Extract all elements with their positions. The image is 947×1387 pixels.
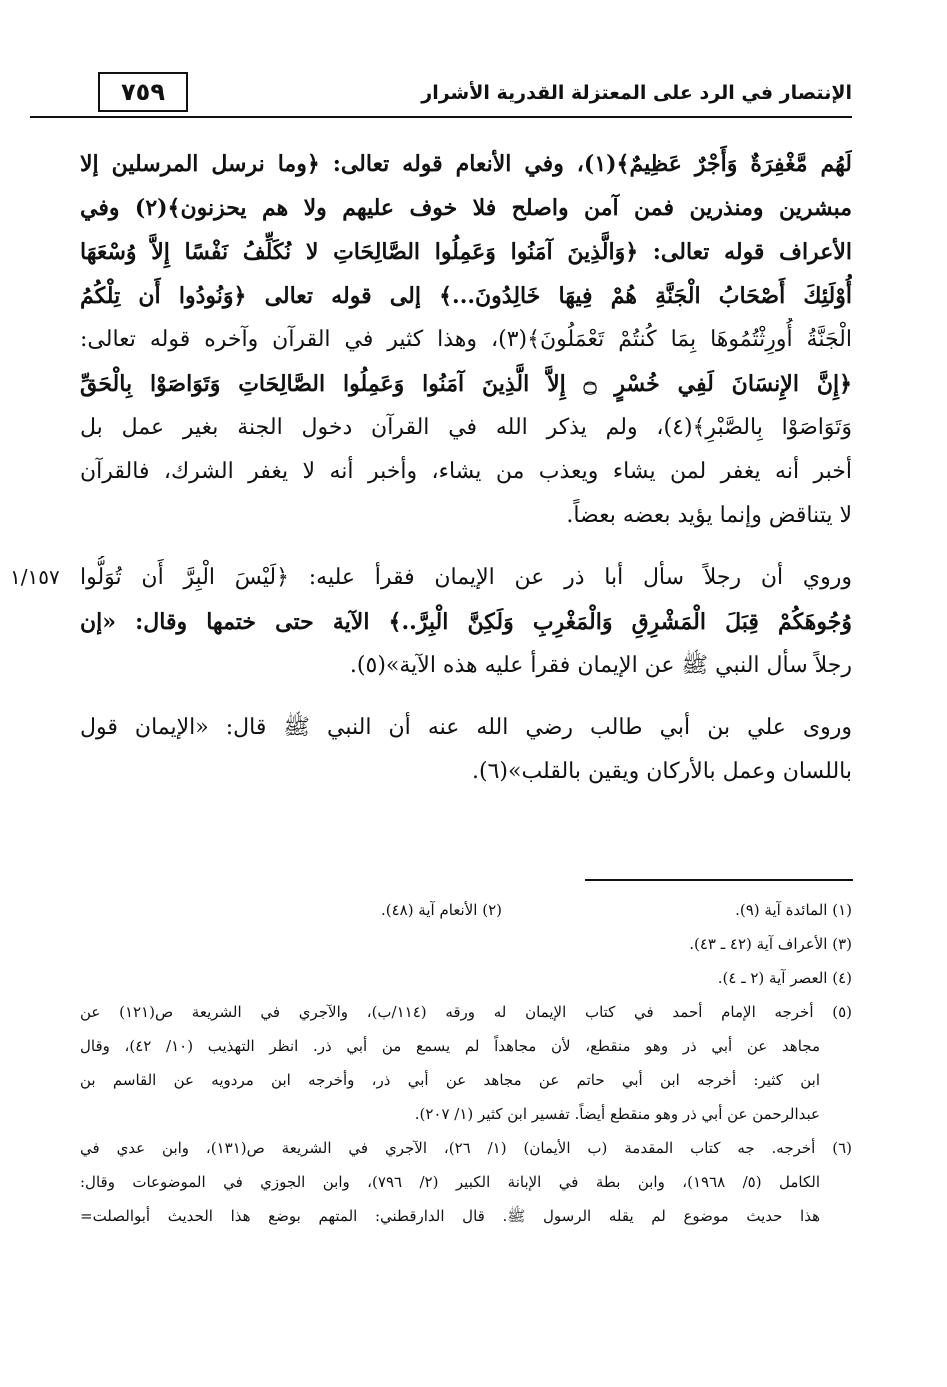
body-line: وروي أن رجلاً سأل أبا ذر عن الإيمان فقرأ عليه: ﴿لَيْسَ الْبِرَّ أَن تُوَلُّوا: [80, 565, 852, 590]
footnote-5-line: (٥) أخرجه الإمام أحمد في كتاب الإيمان له ورقه (١١٤/ب)، والآجري في الشريعة ص(١٢١) عن: [80, 1003, 852, 1021]
body-line: لا يتناقض وإنما يؤيد بعضه بعضاً.: [566, 503, 852, 528]
body-line: ﴿إِنَّ الإِنسَانَ لَفِي خُسْرٍ ۝ إِلاَّ الَّذِينَ آمَنُوا وَعَمِلُوا الصَّالِحَاتِ وَتَوَاصَوْا بِالْحَقِّ: [80, 371, 852, 397]
margin-folio-note: ١/١٥٧: [10, 565, 60, 589]
footnote-row: [80, 893, 852, 927]
footnote-6-line: هذا حديث موضوع لم يقله الرسول ﷺ. قال الدارقطني: المتهم بوضع هذا الحديث أبوالصلت=: [80, 1207, 820, 1225]
paragraph-gap: [80, 538, 852, 556]
body-line: لَهُم مَّغْفِرَةٌ وَأَجْرٌ عَظِيمٌ﴾(١)، وفي الأنعام قوله تعالى: ﴿وما نرسل المرسلين إلا: [80, 151, 852, 177]
body-line: الْجَنَّةُ أُورِثْتُمُوهَا بِمَا كُنتُمْ تَعْمَلُونَ﴾(٣)، وهذا كثير في القرآن وآخره قوله تعالى:: [80, 327, 852, 352]
footnote-6-line: (٦) أخرجه. جه كتاب المقدمة (ب الأيمان) (١/ ٢٦)، الآجري في الشريعة ص(١٣١)، وابن عدي في: [80, 1139, 852, 1157]
body-line: الأعراف قوله تعالى: ﴿وَالَّذِينَ آمَنُوا وَعَمِلُوا الصَّالِحَاتِ لا نُكَلِّفُ نَفْسًا إِلاَّ وُسْعَهَا: [80, 239, 852, 265]
body-line: أخبر أنه يغفر لمن يشاء ويعذب من يشاء، وأخبر أنه لا يغفر الشرك، فالقرآن: [80, 459, 852, 484]
footnotes: [80, 893, 852, 1233]
body-line: وُجُوهَكُمْ قِبَلَ الْمَشْرِقِ وَالْمَغْرِبِ وَلَكِنَّ الْبِرَّ..﴾ الآية حتى ختمها وقال: «إن: [80, 609, 852, 635]
running-title: الإنتصار في الرد على المعتزلة القدرية الأشرار: [421, 82, 852, 104]
body-line: رجلاً سأل النبي ﷺ عن الإيمان فقرأ عليه هذه الآية»(٥).: [349, 653, 852, 678]
footnote-separator: [585, 879, 853, 881]
body-line: باللسان وعمل بالأركان ويقين بالقلب»(٦).: [472, 759, 852, 784]
footnote-6-line: الكامل (٥/ ١٩٦٨)، وابن بطة في الإبانة الكبير (٢/ ٧٩٦)، وابن الجوزي في الموضوعات وقال:: [80, 1173, 820, 1191]
footnote-5-line: ابن كثير: أخرجه ابن أبي حاتم عن مجاهد عن أبي ذر، وأخرجه ابن مردويه عن القاسم بن: [80, 1071, 820, 1089]
body-line: وروى علي بن أبي طالب رضي الله عنه أن النبي ﷺ قال: «الإيمان قول: [80, 715, 852, 740]
body-line: وَتَوَاصَوْا بِالصَّبْرِ﴾(٤)، ولم يذكر الله في القرآن دخول الجنة بغير عمل بل: [80, 415, 852, 440]
main-text: [80, 142, 852, 794]
footnote-5-line: عبدالرحمن عن أبي ذر وهو منقطع أيضاً. تفسير ابن كثير (١/ ٢٠٧).: [414, 1105, 820, 1123]
page-number: ٧٥٩: [98, 72, 188, 112]
footnote-5-line: مجاهد عن أبي ذر وهو منقطع، لأن مجاهداً لم يسمع من أبي ذر. انظر التهذيب (١٠/ ٤٢)، وقال: [80, 1037, 820, 1055]
footnote-2: (٢) الأنعام آية (٤٨).: [380, 901, 502, 919]
page-header: [30, 64, 852, 118]
body-line: أُوْلَئِكَ أَصْحَابُ الْجَنَّةِ هُمْ فِيهَا خَالِدُونَ...﴾ إلى قوله تعالى ﴿وَنُودُوا أَن تِلْكُمُ: [80, 283, 852, 309]
footnote-1: (١) المائدة آية (٩).: [735, 901, 852, 919]
footnote-3: (٣) الأعراف آية (٤٢ ـ ٤٣).: [689, 935, 852, 953]
paragraph-gap: [80, 688, 852, 706]
body-line: مبشرين ومنذرين فمن آمن واصلح فلا خوف عليهم ولا هم يحزنون﴾(٢) وفي: [80, 195, 852, 221]
footnote-4: (٤) العصر آية (٢ ـ ٤).: [717, 969, 852, 987]
